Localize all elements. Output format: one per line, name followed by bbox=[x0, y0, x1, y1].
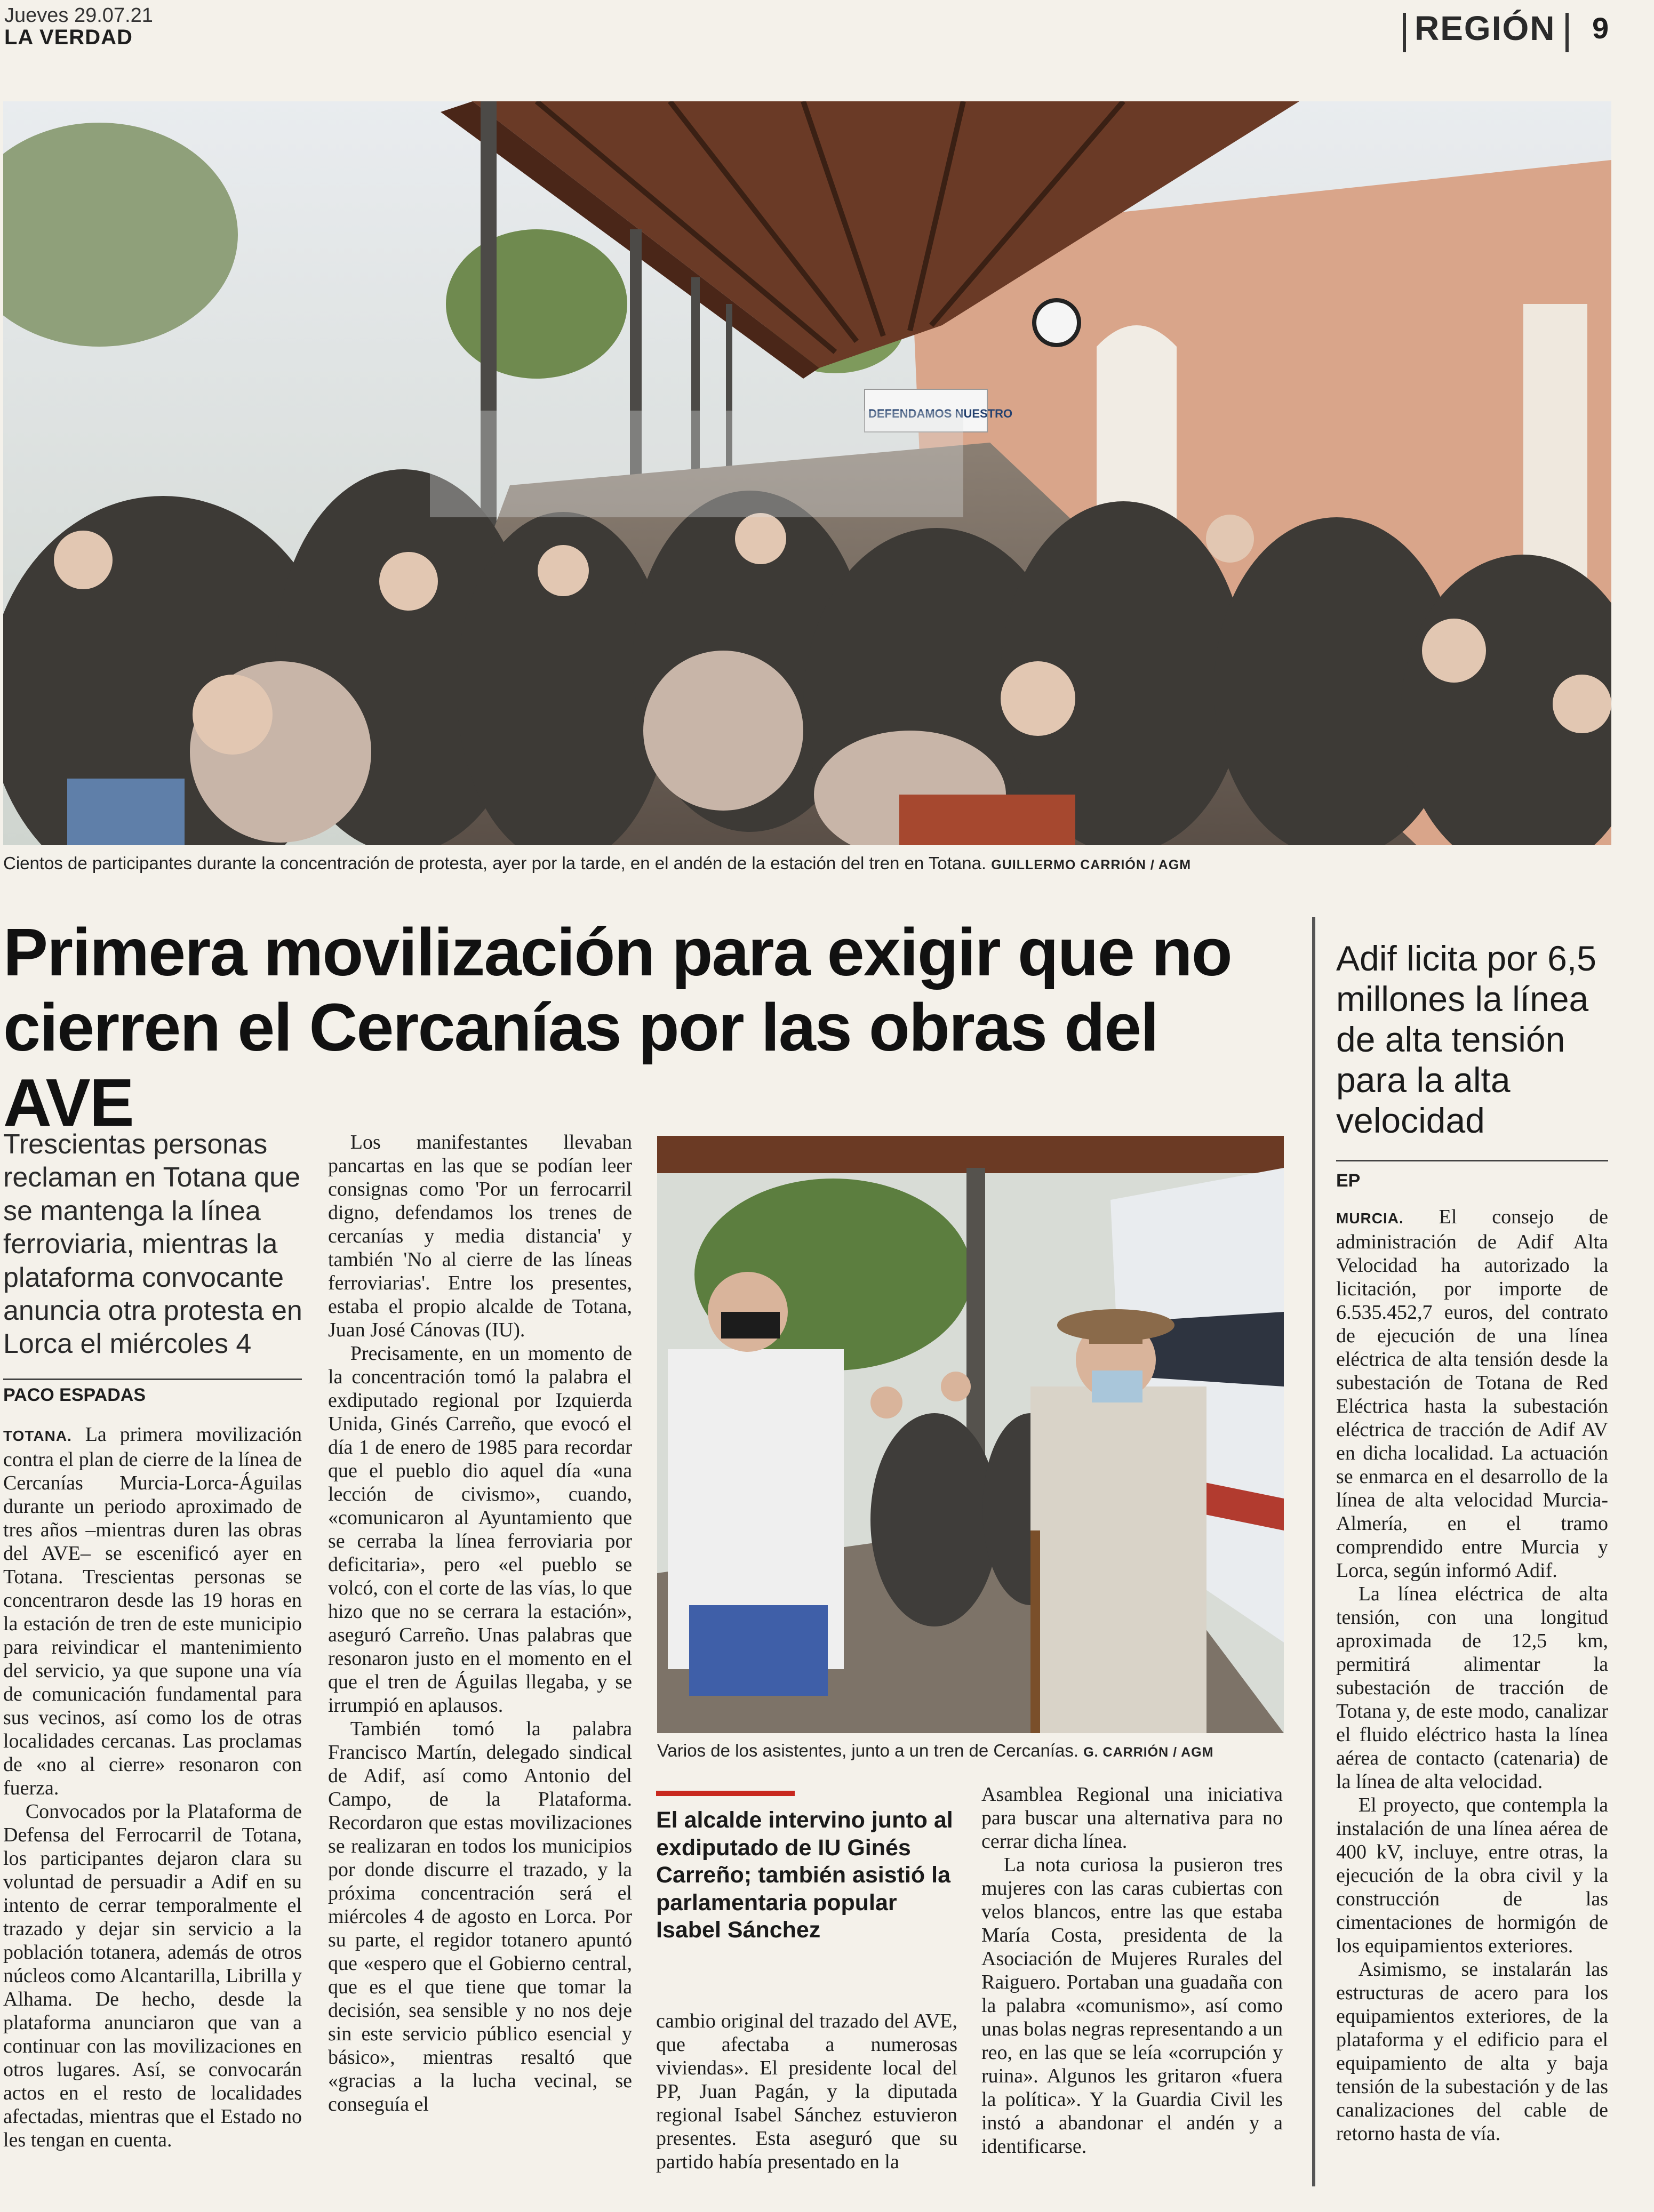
pull-quote: El alcalde intervino junto al exdiputado de IU Ginés Carreño; también asistió la parlamentaria popular Isabel Sánchez bbox=[656, 1807, 953, 1943]
photo-credit: G. CARRIÓN / AGM bbox=[1083, 1745, 1214, 1760]
byline: PACO ESPADAS bbox=[3, 1385, 146, 1405]
second-photo-caption bbox=[657, 1740, 1284, 1761]
byline-rule bbox=[3, 1379, 302, 1380]
body-paragraph: Convocados por la Plataforma de Defensa del Ferrocarril de Totana, los participantes dejaron clara su voluntad de persuadir a Adif en su intento de cerrar temporalmente el trazado y dejar sin servicio a la población totanera, además de otros núcleos como Alcantarilla, Librilla y Alhama. De hecho, desde la plataforma anunciaron que van a continuar con las movilizaciones en otros lugares. Así, se convocarán actos en el resto de localidades afectadas, mientras que el Estado no les tengan en cuenta. bbox=[3, 1800, 302, 2151]
body-paragraph: Precisamente, en un momento de la concentración tomó la palabra el exdiputado regional por Izquierda Unida, Ginés Carreño, que evocó el día 1 de enero de 1985 para recordar que el pueblo dio aquel día «una lección de civismo», cuando, «comunicaron al Ayuntamiento que se cerraba la línea ferroviaria por deficitaria», pero «el pueblo se volcó, con el corte de las vías, lo que hizo que no se cerrara la estación», aseguró Carreño. Unas palabras que resonaron justo en el momento en el que el tren de Águilas llegaba, y se irrumpió en aplausos. bbox=[328, 1342, 632, 1717]
sidebar-divider bbox=[1312, 917, 1315, 2186]
article-dateline: TOTANA. bbox=[3, 1428, 72, 1444]
body-paragraph: La primera movilización contra el plan de cierre de la línea de Cercanías Murcia-Lorca-Águilas durante un periodo aproximado de tres años –mientras duren las obras del AVE– se escenificó ayer en Totana. Trescientas personas se concentraron desde las 19 horas en la estación de tren de este municipio para reivindicar el mantenimiento del servicio, ya que supone una vía de comunicación fundamental para sus vecinos, así como los de otras localidades cercanas. Las proclamas de «no al cierre» resonaron con fuerza. bbox=[3, 1423, 302, 1799]
protest-banner-text: DEFENDAMOS NUESTRO bbox=[868, 407, 1013, 420]
header-divider bbox=[1403, 13, 1406, 52]
article-column-3 bbox=[656, 2009, 957, 2174]
main-photo bbox=[3, 101, 1611, 845]
body-paragraph: La nota curiosa la pusieron tres mujeres con las caras cubiertas con velos blancos, entre las que estaba María Costa, presidenta de la Asociación de Mujeres Rurales del Raiguero. Portaban una guadaña con la palabra «comunismo», así como unas bolas negras representando a un reo, en las que se leía «corrupción y ruina». Algunos les gritaron «fuera la política». Y la Guardia Civil les instó a abandonar el andén y a identificarse. bbox=[981, 1854, 1283, 2158]
section-label: REGIÓN bbox=[1415, 9, 1556, 47]
photo-credit: GUILLERMO CARRIÓN / AGM bbox=[991, 857, 1192, 872]
main-photo-caption bbox=[3, 852, 1305, 874]
sidebar-agency: EP bbox=[1336, 1171, 1361, 1191]
sidebar-paragraph: El proyecto, que contempla la instalación de una línea aérea de 400 kV, incluye, entre otras, la ejecución de la obra civil y la construcción de las cimentaciones de hormigón de los equipamientos exteriores. bbox=[1336, 1794, 1608, 1957]
article-column-1 bbox=[3, 1423, 302, 2152]
sidebar-body bbox=[1336, 1205, 1608, 2145]
caption-text: Cientos de participantes durante la concentración de protesta, ayer por la tarde, en el andén de la estación del tren en Totana. bbox=[3, 853, 987, 873]
second-photo bbox=[657, 1136, 1284, 1733]
newspaper-name: LA VERDAD bbox=[4, 26, 133, 49]
body-paragraph: cambio original del trazado del AVE, que afectaba a numerosas viviendas». El presidente local del PP, Juan Pagán, y la diputada regional Isabel Sánchez estuvieron presentes. Esta aseguró que su partido había presentado en la bbox=[656, 2010, 957, 2173]
body-paragraph: Asamblea Regional una iniciativa para buscar una alternativa para no cerrar dicha línea. bbox=[981, 1783, 1283, 1853]
issue-date: Jueves 29.07.21 bbox=[4, 4, 153, 27]
sidebar-rule bbox=[1336, 1160, 1608, 1161]
body-paragraph: Los manifestantes llevaban pancartas en las que se podían leer consignas como 'Por un ferrocarril digno, defendamos los trenes de cercanías y media distancia' y también 'No al cierre de las líneas ferroviarias'. Entre los presentes, estaba el propio alcalde de Totana, Juan José Cánovas (IU). bbox=[328, 1131, 632, 1341]
sidebar-dateline: MURCIA. bbox=[1336, 1210, 1404, 1227]
sidebar-headline: Adif licita por 6,5 millones la línea de alta tensión para la alta velocidad bbox=[1336, 939, 1596, 1140]
header-divider bbox=[1565, 13, 1569, 52]
article-subhead: Trescientas personas reclaman en Totana que se mantenga la línea ferroviaria, mientras la plataforma convocante anuncia otra protesta en Lorca el miércoles 4 bbox=[3, 1129, 302, 1360]
article-column-4 bbox=[981, 1783, 1283, 2158]
page-number: 9 bbox=[1592, 11, 1609, 45]
article-headline: Primera movilización para exigir que no cierren el Cercanías por las obras del AVE bbox=[3, 915, 1232, 1141]
caption-text: Varios de los asistentes, junto a un tren de Cercanías. bbox=[657, 1741, 1079, 1760]
sidebar-paragraph: El consejo de administración de Adif Alta Velocidad ha autorizado la licitación, por importe de 6.535.452,7 euros, del contrato de ejecución de una línea eléctrica de alta tensión desde la subestación de Totana de Red Eléctrica hasta la subestación eléctrica de tracción de Adif AV en dicha localidad. La actuación se enmarca en el desarrollo de la línea de alta velocidad Murcia-Almería, en el tramo comprendido entre Murcia y Lorca, según informó Adif. bbox=[1336, 1206, 1609, 1582]
sidebar-paragraph: Asimismo, se instalarán las estructuras de acero para los equipamientos exteriores, de la plataforma y el edificio para el equipamiento de alta y baja tensión de la subestación y de las canalizaciones del cable de retorno hasta de vía. bbox=[1336, 1958, 1608, 2145]
article-column-2 bbox=[328, 1131, 632, 2116]
pull-quote-bar bbox=[656, 1791, 795, 1796]
sidebar-paragraph: La línea eléctrica de alta tensión, con una longitud aproximada de 12,5 km, permitirá alimentar la subestación de tracción de Totana y, de este modo, canalizar el fluido eléctrico hasta la línea aérea de contacto (catenaria) de la línea de alta velocidad. bbox=[1336, 1583, 1608, 1793]
body-paragraph: También tomó la palabra Francisco Martín, delegado sindical de Adif, así como Antonio del Campo, de la Plataforma. Recordaron que estas movilizaciones se realizaran en todos los municipios por donde discurre el trazado, y la próxima concentración será el miércoles 4 de agosto en Lorca. Por su parte, el regidor totanero apuntó que «espero que el Gobierno central, que es el que tiene que tomar la decisión, sea sensible y no nos deje sin este servicio público esencial y básico», mientras resaltó que «gracias a la lucha vecinal, se conseguía el bbox=[328, 1718, 632, 2115]
